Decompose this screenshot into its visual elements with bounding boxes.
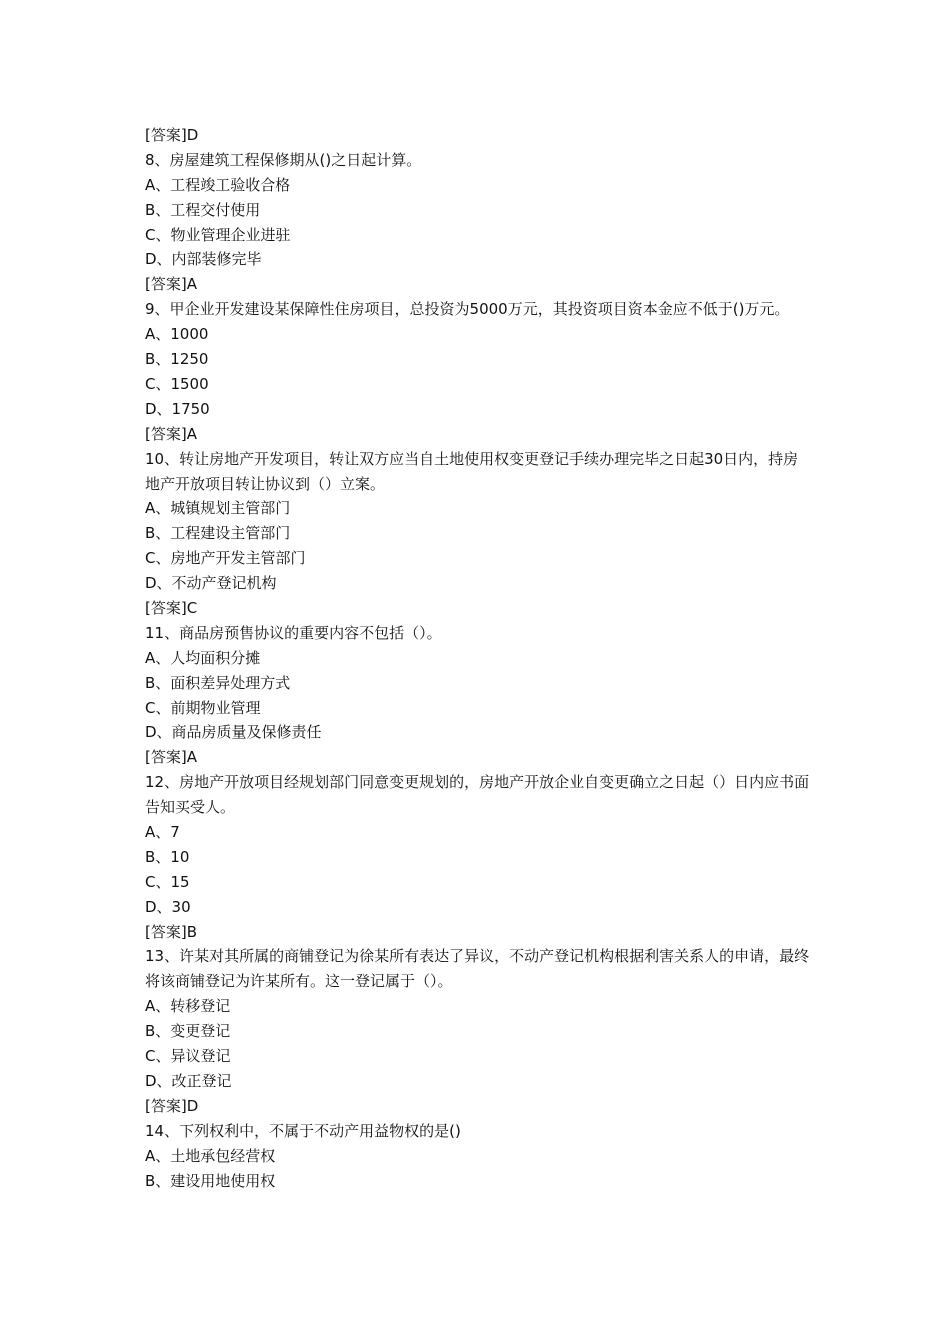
question-text: 12、房地产开放项目经规划部门同意变更规划的，房地产开放企业自变更确立之日起（）日内应书面告知买受人。 <box>145 773 810 817</box>
question-text: 13、许某对其所属的商铺登记为徐某所有表达了异议，不动产登记机构根据利害关系人的申请，最终将该商铺登记为许某所有。这一登记属于（）。 <box>145 947 810 991</box>
answer-line: [答案]C <box>145 598 198 617</box>
option-line: C、15 <box>145 872 190 891</box>
option-line: C、房地产开发主管部门 <box>145 549 306 568</box>
option-line: D、改正登记 <box>145 1071 232 1090</box>
option-line: D、1750 <box>145 399 210 418</box>
question-text: 11、商品房预售协议的重要内容不包括（）。 <box>145 623 442 642</box>
option-line: A、城镇规划主管部门 <box>145 499 291 518</box>
option-line: C、前期物业管理 <box>145 698 261 717</box>
document-page <box>145 123 813 1193</box>
option-line: B、工程建设主管部门 <box>145 524 291 543</box>
option-line: B、工程交付使用 <box>145 200 261 219</box>
option-line: D、内部装修完毕 <box>145 250 262 269</box>
option-line: D、不动产登记机构 <box>145 574 277 593</box>
option-line: B、变更登记 <box>145 1022 231 1041</box>
option-line: C、物业管理企业进驻 <box>145 225 291 244</box>
option-line: A、转移登记 <box>145 997 231 1016</box>
option-line: A、工程竣工验收合格 <box>145 175 291 194</box>
option-line: D、商品房质量及保修责任 <box>145 723 322 742</box>
answer-line: [答案]A <box>145 748 197 767</box>
answer-line: [答案]D <box>145 1096 199 1115</box>
option-line: C、异议登记 <box>145 1047 231 1066</box>
question-text: 8、房屋建筑工程保修期从()之日起计算。 <box>145 150 422 169</box>
option-line: B、建设用地使用权 <box>145 1171 276 1190</box>
answer-line: [答案]D <box>145 126 199 144</box>
option-line: B、10 <box>145 847 190 866</box>
option-line: C、1500 <box>145 374 209 393</box>
option-line: A、土地承包经营权 <box>145 1146 276 1165</box>
option-line: A、1000 <box>145 325 209 344</box>
answer-line: [答案]B <box>145 922 197 941</box>
answer-line: [答案]A <box>145 424 197 443</box>
option-line: A、7 <box>145 823 180 842</box>
option-line: B、面积差异处理方式 <box>145 673 291 692</box>
option-line: B、1250 <box>145 350 209 369</box>
option-line: A、人均面积分摊 <box>145 648 261 667</box>
option-line: D、30 <box>145 897 191 916</box>
question-text: 10、转让房地产开发项目，转让双方应当自土地使用权变更登记手续办理完毕之日起30日内，持房地产开放项目转让协议到（）立案。 <box>145 449 799 493</box>
answer-line: [答案]A <box>145 275 197 294</box>
question-text: 14、下列权利中，不属于不动产用益物权的是() <box>145 1121 461 1140</box>
question-text: 9、甲企业开发建设某保障性住房项目，总投资为5000万元，其投资项目资本金应不低于()万元。 <box>145 300 790 319</box>
